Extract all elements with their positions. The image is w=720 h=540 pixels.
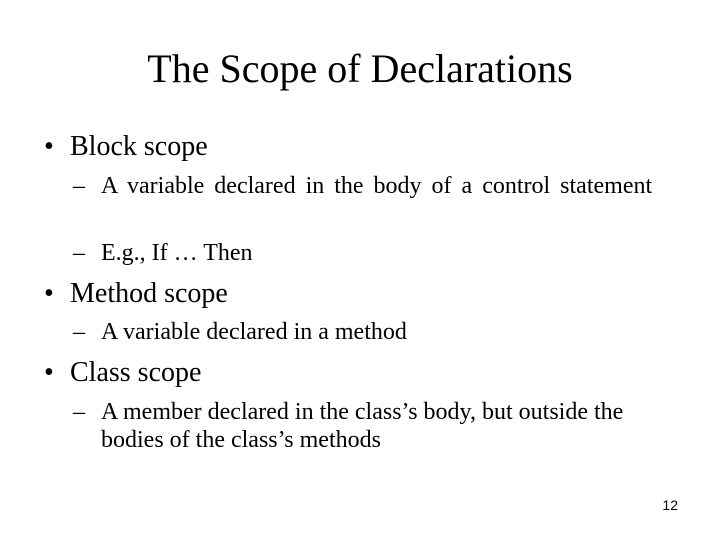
subitem-block-scope-definition xyxy=(73,172,671,200)
bullet-class-scope xyxy=(44,356,201,390)
subitem-text: E.g., If … Then xyxy=(101,240,253,266)
bullet-label: Method scope xyxy=(70,278,228,309)
bullet-marker: • xyxy=(44,278,54,309)
slide-title: The Scope of Declarations xyxy=(147,46,573,91)
bullet-block-scope xyxy=(44,130,208,164)
subitem-block-scope-example xyxy=(73,239,671,267)
bullet-label: Class scope xyxy=(70,357,202,388)
bullet-method-scope xyxy=(44,277,228,311)
sub-marker: – xyxy=(73,399,85,425)
subitem-class-scope-definition xyxy=(73,398,671,454)
sub-marker: – xyxy=(73,240,85,266)
bullet-label: Block scope xyxy=(70,131,208,162)
sub-marker: – xyxy=(73,173,85,199)
bullet-marker: • xyxy=(44,357,54,388)
sub-marker: – xyxy=(73,319,85,345)
subitem-text: A variable declared in the body of a control statement xyxy=(101,173,653,199)
subitem-text: A variable declared in a method xyxy=(101,319,407,345)
subitem-text: A member declared in the class’s body, but outside the bodies of the class’s methods xyxy=(101,399,624,453)
bullet-marker: • xyxy=(44,131,54,162)
subitem-method-scope-definition xyxy=(73,318,671,346)
page-number: 12 xyxy=(662,497,678,513)
